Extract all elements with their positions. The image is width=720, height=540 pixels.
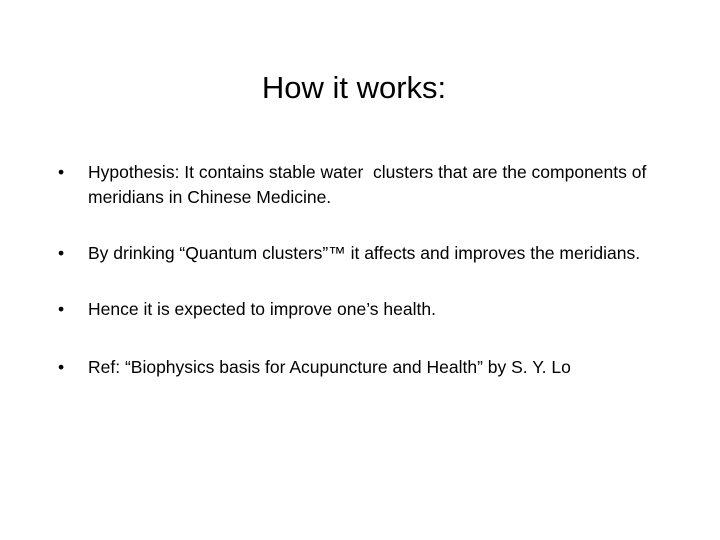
bullet-dot-icon: • — [58, 299, 65, 319]
bullet-dot-icon: • — [58, 162, 65, 182]
bullet-item — [58, 241, 678, 266]
bullet-item — [58, 355, 678, 380]
bullet-text: By drinking “Quantum clusters”™ it affects and improves the meridians. — [88, 243, 641, 263]
bullet-item — [58, 160, 678, 210]
bullet-text: Hypothesis: It contains stable water clusters that are the components of meridians in Chinese Medicine. — [88, 162, 652, 207]
bullet-dot-icon: • — [58, 357, 65, 377]
bullet-list — [58, 160, 678, 380]
bullet-item — [58, 297, 678, 322]
bullet-dot-icon: • — [58, 243, 65, 263]
bullet-text: Hence it is expected to improve one’s health. — [88, 299, 436, 319]
bullet-text: Ref: “Biophysics basis for Acupuncture and Health” by S. Y. Lo — [88, 357, 571, 377]
slide-title: How it works: — [261, 70, 447, 105]
